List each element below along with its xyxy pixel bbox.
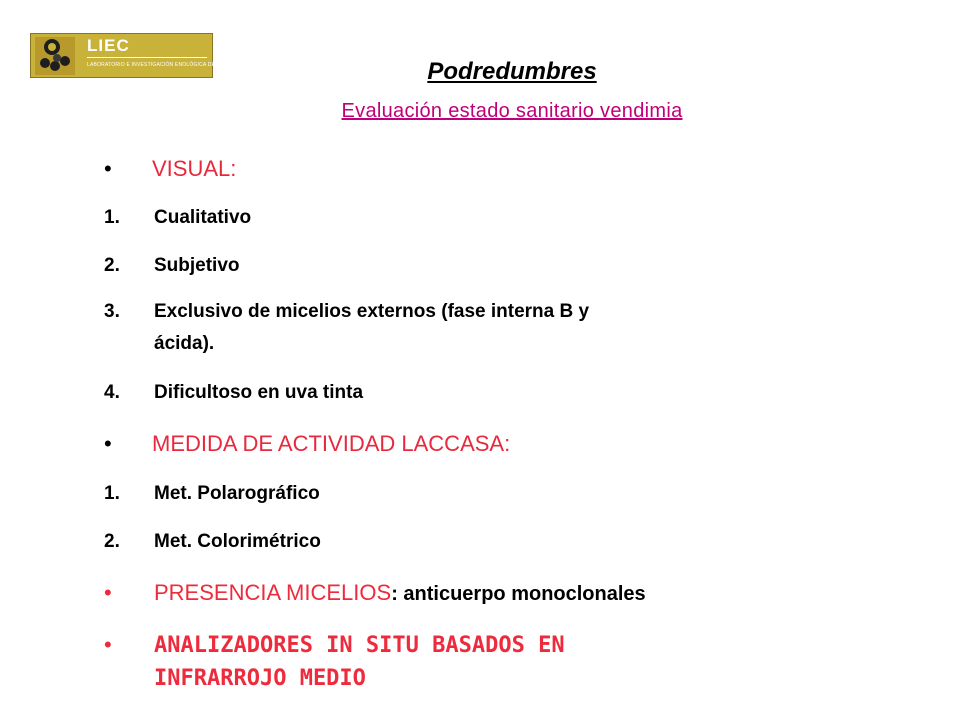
list-item <box>104 255 240 277</box>
list-item-number: 3. <box>104 301 120 322</box>
list-item <box>104 382 363 404</box>
list-item-text: Met. Polarográfico <box>154 483 320 504</box>
bullet-icon: • <box>104 156 112 181</box>
list-item <box>104 483 320 505</box>
analizadores-line2: INFRARROJO MEDIO <box>154 666 366 691</box>
list-item-number: 1. <box>104 207 120 228</box>
list-item <box>104 207 251 229</box>
list-item-number: 1. <box>104 483 120 504</box>
bullet-icon: • <box>104 632 112 657</box>
logo-name: LIEC <box>87 36 130 55</box>
list-item-text: Subjetivo <box>154 255 240 276</box>
analizadores-line1: ANALIZADORES IN SITU BASADOS EN <box>154 633 565 658</box>
laccasa-heading: MEDIDA DE ACTIVIDAD LACCASA: <box>152 431 511 456</box>
micelios-heading: PRESENCIA MICELIOS <box>154 580 392 605</box>
list-item-number: 4. <box>104 382 120 403</box>
list-item-text: Dificultoso en uva tinta <box>154 382 364 403</box>
list-item-text: Met. Colorimétrico <box>154 531 321 552</box>
list-item-text: Exclusivo de micelios externos (fase interna B y <box>154 301 590 322</box>
page-subtitle: Evaluación estado sanitario vendimia <box>341 100 683 122</box>
analizadores-row <box>104 632 565 658</box>
laccasa-heading-row <box>104 431 510 457</box>
list-item-continuation: ácida). <box>154 333 215 354</box>
micelios-detail: : anticuerpo monoclonales <box>391 583 646 605</box>
list-item <box>104 301 589 323</box>
list-item-number: 2. <box>104 531 120 552</box>
list-item-number: 2. <box>104 255 120 276</box>
visual-heading: VISUAL: <box>152 156 237 181</box>
bullet-icon: • <box>104 431 112 456</box>
page-title: Podredumbres <box>427 58 597 85</box>
logo-subtitle: LABORATORIO E INVESTIGACIÓN ENOLÓGICA DE CASTILLA <box>87 62 242 68</box>
list-item <box>104 531 321 553</box>
list-item-text: Cualitativo <box>154 207 252 228</box>
visual-heading-row <box>104 156 236 182</box>
bullet-icon: • <box>104 580 112 605</box>
micelios-row <box>104 580 646 606</box>
